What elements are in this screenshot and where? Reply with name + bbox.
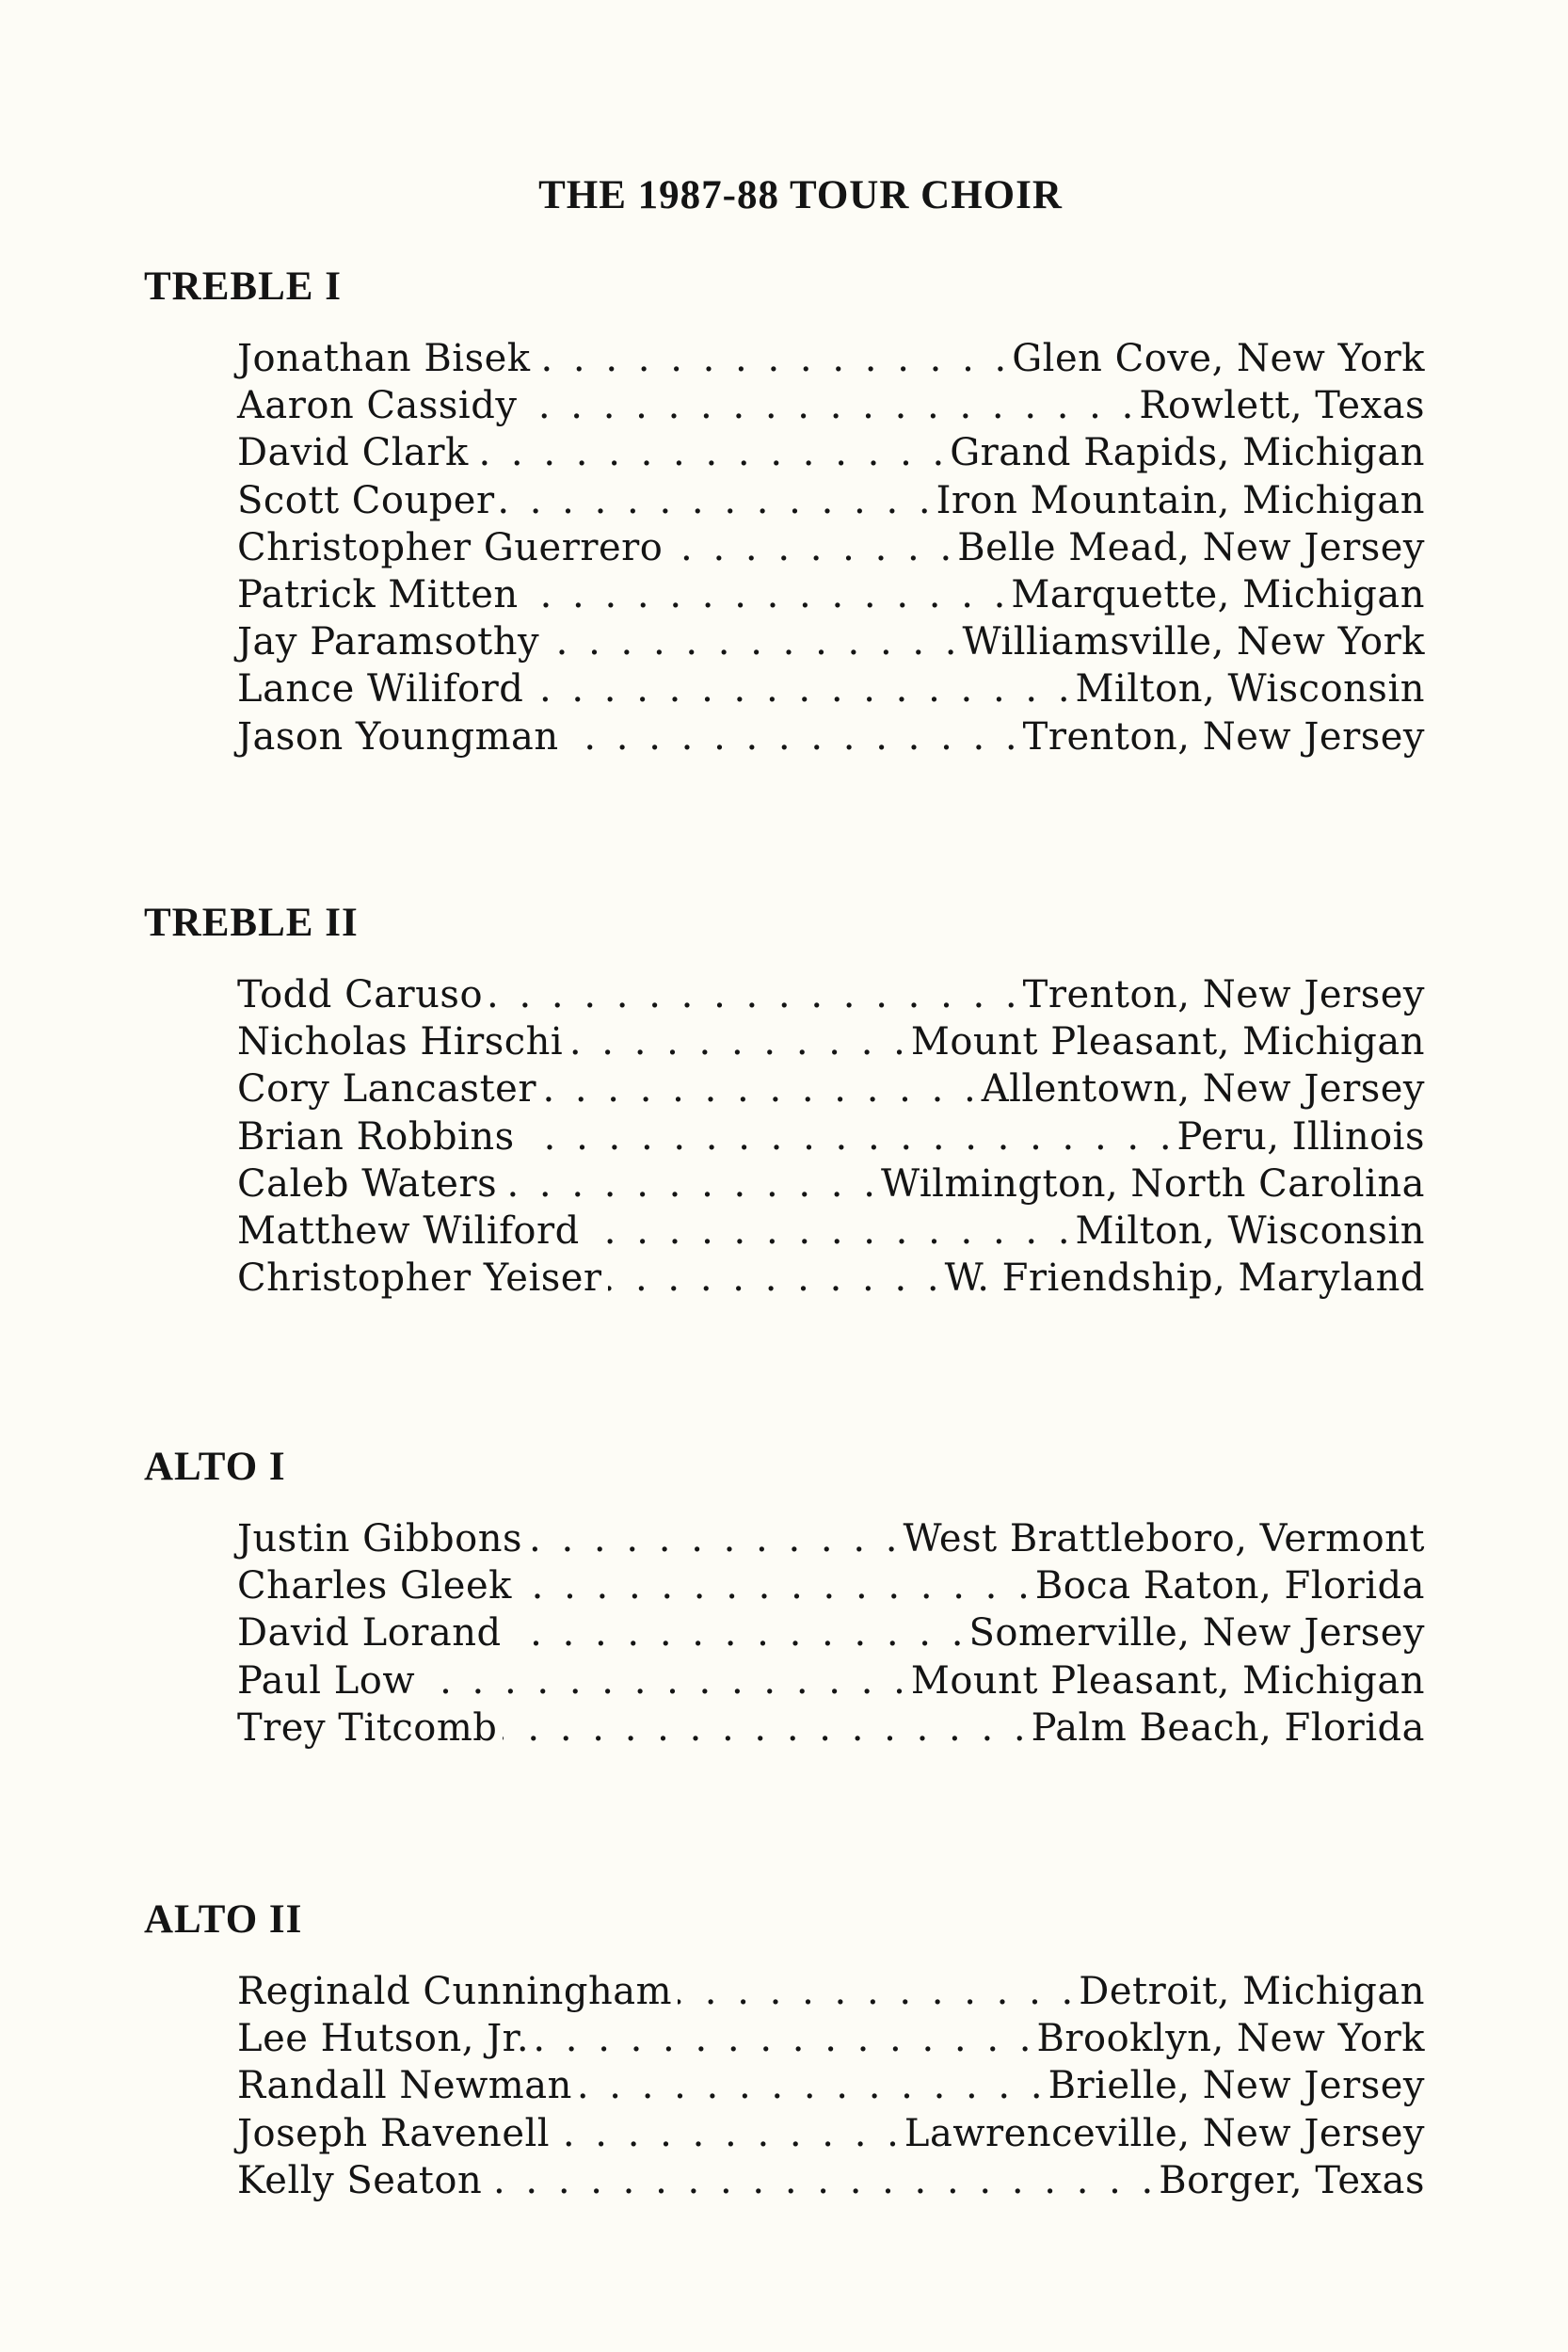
member-row (237, 337, 1425, 384)
member-hometown: Glen Cove, New York (1012, 337, 1425, 380)
member-row (237, 715, 1425, 762)
member-hometown: Milton, Wisconsin (1075, 667, 1425, 712)
dot-leader (542, 1067, 976, 1111)
dot-leader (565, 715, 1017, 759)
member-list (237, 1517, 1425, 1753)
member-hometown: Boca Raton, Florida (1034, 1564, 1425, 1608)
member-row (237, 667, 1425, 714)
member-name: David Lorand (237, 1611, 502, 1656)
member-name: Joseph Ravenell (237, 2111, 551, 2155)
member-hometown: Lawrenceville, New Jersey (904, 2111, 1425, 2155)
dot-leader (421, 1659, 905, 1703)
dot-leader (545, 620, 956, 664)
member-row (237, 1611, 1425, 1658)
member-name: Justin Gibbons (237, 1517, 522, 1560)
member-name: Brian Robbins (237, 1114, 515, 1159)
member-row (237, 1659, 1425, 1706)
member-hometown: Williamsville, New York (962, 620, 1425, 664)
dot-leader (528, 1517, 898, 1560)
member-hometown: Wilmington, North Carolina (880, 1161, 1425, 1206)
section-heading: TREBLE I (144, 264, 342, 309)
dot-leader (536, 337, 1007, 380)
dot-leader (608, 1256, 939, 1300)
member-hometown: Borger, Texas (1159, 2158, 1425, 2202)
member-row (237, 1517, 1425, 1564)
member-name: Charles Gleek (237, 1564, 512, 1608)
member-hometown: Brielle, New Jersey (1048, 2064, 1425, 2108)
dot-leader (503, 1162, 875, 1206)
member-name: Christopher Yeiser (237, 1256, 602, 1301)
dot-leader (568, 1020, 905, 1064)
section-heading: ALTO II (144, 1897, 303, 1942)
member-name: Nicholas Hirschi (237, 1020, 564, 1064)
member-hometown: Mount Pleasant, Michigan (910, 1658, 1425, 1703)
member-name: Patrick Mitten (237, 572, 519, 616)
member-row (237, 2159, 1425, 2206)
member-hometown: W. Friendship, Maryland (944, 1256, 1425, 1301)
dot-leader (488, 2159, 1153, 2202)
member-row (237, 1706, 1425, 1753)
member-hometown: Mount Pleasant, Michigan (910, 1020, 1425, 1064)
member-name: Trey Titcomb (237, 1705, 498, 1750)
dot-leader (474, 431, 944, 474)
member-name: Matthew Wiliford (237, 1208, 580, 1253)
member-name: Paul Low (237, 1658, 416, 1703)
member-row (237, 1115, 1425, 1162)
member-hometown: Trenton, New Jersey (1022, 714, 1425, 759)
dot-leader (578, 2064, 1043, 2107)
section-heading: ALTO I (144, 1445, 286, 1489)
member-row (237, 1564, 1425, 1611)
member-name: Lance Wiliford (237, 667, 524, 712)
dot-leader (668, 526, 952, 569)
member-row (237, 2064, 1425, 2111)
member-name: David Clark (237, 431, 469, 475)
member-name: Aaron Cassidy (237, 384, 518, 428)
member-name: Cory Lancaster (237, 1067, 536, 1112)
member-name: Jason Youngman (237, 714, 559, 759)
member-row (237, 526, 1425, 573)
member-hometown: Milton, Wisconsin (1075, 1208, 1425, 1253)
member-name: Reginald Cunningham (237, 1970, 672, 2013)
dot-leader (555, 2112, 899, 2155)
member-row (237, 2017, 1425, 2064)
member-name: Kelly Seaton (237, 2158, 483, 2202)
member-hometown: Rowlett, Texas (1139, 384, 1425, 428)
member-row (237, 431, 1425, 478)
dot-leader (535, 2017, 1031, 2060)
member-name: Jay Paramsothy (237, 620, 540, 664)
dot-leader (524, 573, 1006, 616)
dot-leader (529, 667, 1069, 711)
member-row (237, 973, 1425, 1020)
dot-leader (507, 1611, 964, 1655)
dot-leader (518, 1564, 1030, 1608)
member-list (237, 1970, 1425, 2206)
member-row (237, 1256, 1425, 1304)
member-name: Christopher Guerrero (237, 525, 664, 569)
member-hometown: West Brattleboro, Vermont (903, 1517, 1425, 1560)
member-row (237, 1162, 1425, 1209)
member-hometown: Iron Mountain, Michigan (936, 478, 1425, 522)
member-row (237, 1067, 1425, 1114)
member-hometown: Grand Rapids, Michigan (950, 431, 1425, 475)
member-row (237, 1970, 1425, 2017)
dot-leader (501, 479, 931, 522)
member-row (237, 620, 1425, 667)
member-name: Scott Couper (237, 478, 495, 522)
member-hometown: Brooklyn, New York (1036, 2017, 1425, 2061)
member-hometown: Trenton, New Jersey (1022, 973, 1425, 1016)
dot-leader (678, 1970, 1073, 2013)
member-row (237, 1209, 1425, 1256)
member-hometown: Palm Beach, Florida (1031, 1705, 1425, 1750)
member-row (237, 479, 1425, 526)
member-name: Lee Hutson, Jr. (237, 2017, 530, 2061)
member-hometown: Detroit, Michigan (1079, 1970, 1425, 2013)
dot-leader (522, 384, 1133, 427)
member-name: Caleb Waters (237, 1161, 498, 1206)
member-row (237, 573, 1425, 620)
dot-leader (520, 1115, 1172, 1159)
member-list (237, 973, 1425, 1304)
member-list (237, 337, 1425, 762)
member-name: Todd Caruso (237, 973, 484, 1016)
dot-leader (503, 1706, 1025, 1750)
section-heading: TREBLE II (144, 901, 359, 945)
member-hometown: Somerville, New Jersey (968, 1611, 1425, 1656)
member-hometown: Peru, Illinois (1176, 1114, 1425, 1159)
member-row (237, 384, 1425, 431)
dot-leader (488, 973, 1017, 1016)
member-hometown: Marquette, Michigan (1011, 572, 1425, 616)
member-row (237, 2112, 1425, 2159)
member-row (237, 1020, 1425, 1067)
member-hometown: Belle Mead, New Jersey (957, 525, 1425, 569)
page-title: THE 1987-88 TOUR CHOIR (538, 173, 1063, 217)
member-hometown: Allentown, New Jersey (981, 1067, 1425, 1112)
dot-leader (585, 1209, 1070, 1253)
member-name: Jonathan Bisek (237, 337, 531, 380)
member-name: Randall Newman (237, 2064, 572, 2108)
